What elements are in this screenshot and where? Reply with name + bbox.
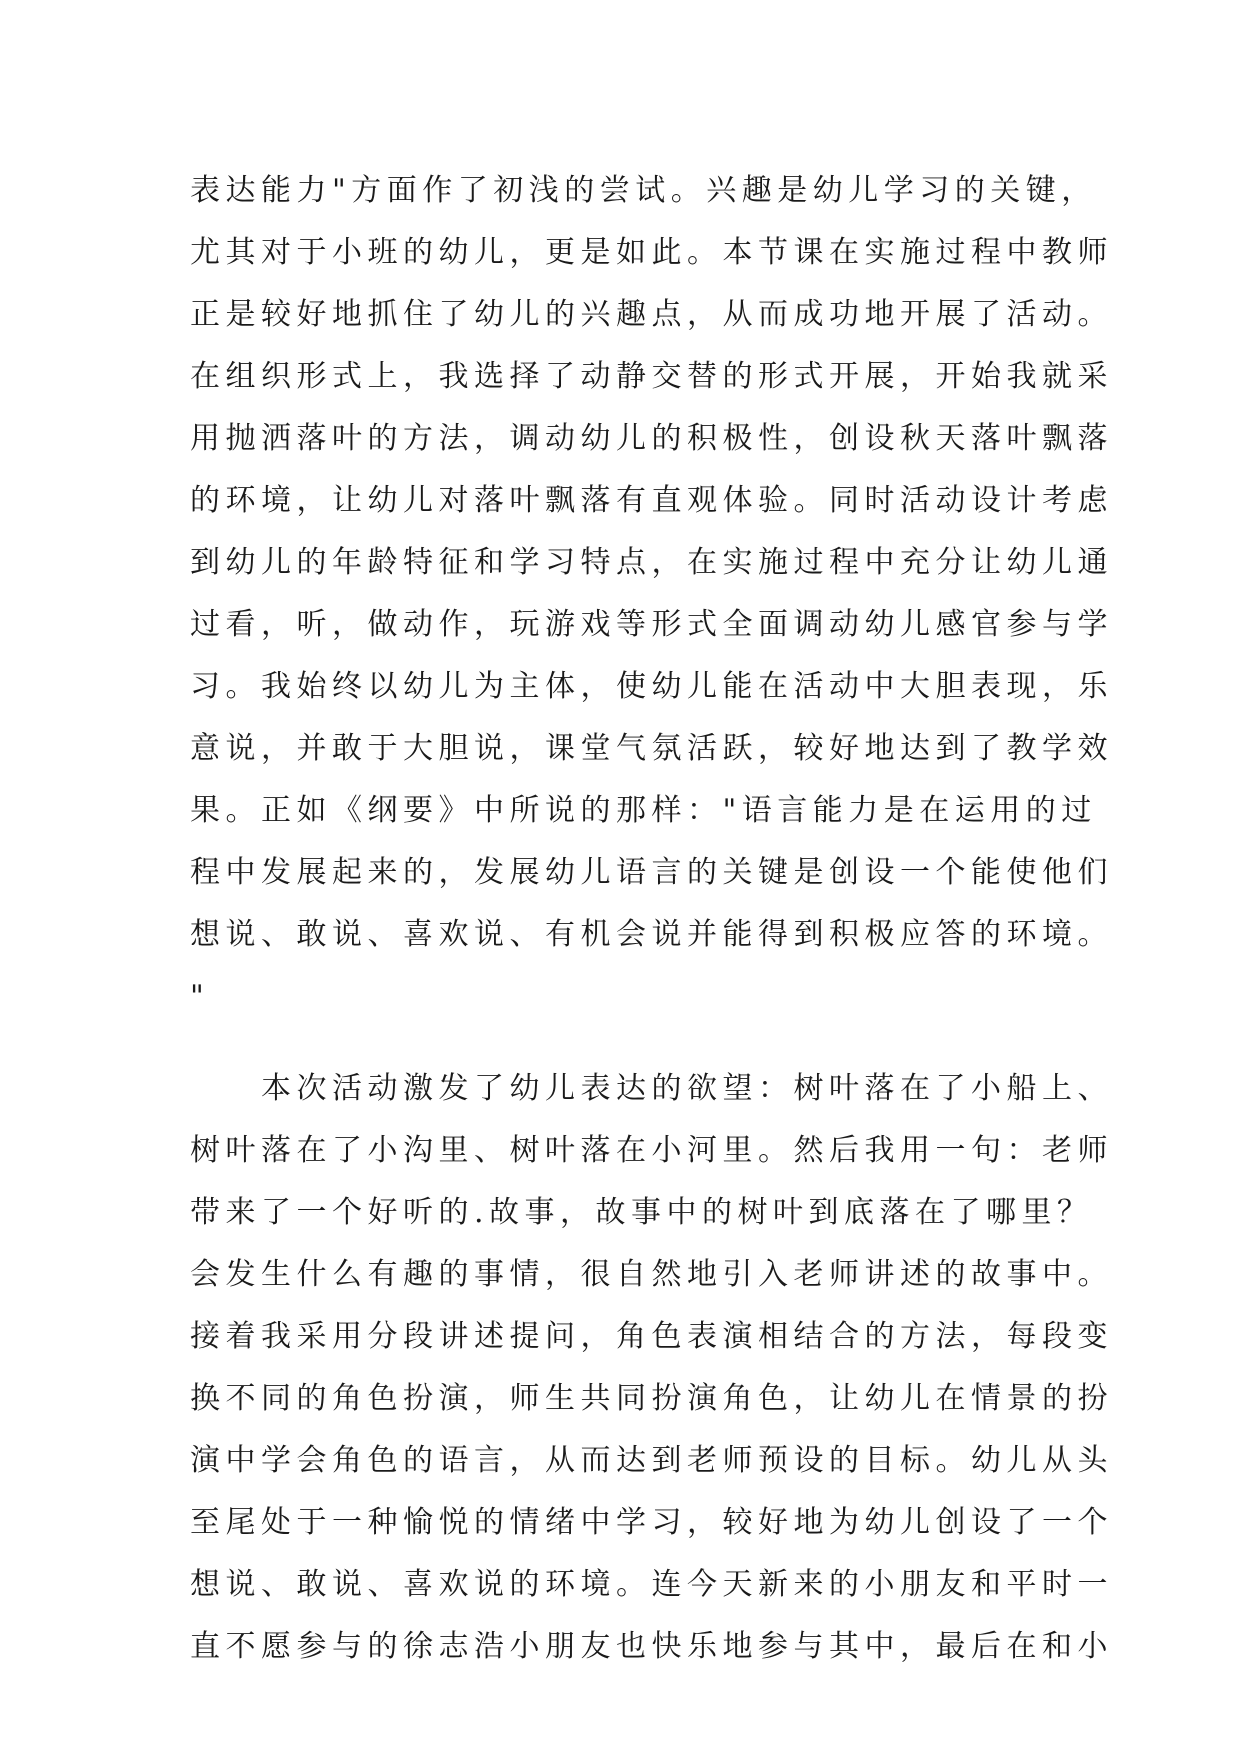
text-line: "	[190, 979, 210, 1014]
text-line: 演中学会角色的语言，从而达到老师预设的目标。幼儿从头	[190, 1443, 1113, 1478]
text-line: 正是较好地抓住了幼儿的兴趣点，从而成功地开展了活动。	[190, 297, 1113, 332]
text-line: 本次活动激发了幼儿表达的欲望：树叶落在了小船上、	[190, 1071, 1113, 1106]
paragraph-2	[190, 1058, 1113, 1678]
text-line: 的环境，让幼儿对落叶飘落有直观体验。同时活动设计考虑	[190, 483, 1113, 518]
text-line: 带来了一个好听的.故事，故事中的树叶到底落在了哪里？	[190, 1195, 1093, 1230]
text-line: 习。我始终以幼儿为主体，使幼儿能在活动中大胆表现，乐	[190, 669, 1113, 704]
text-line: 直不愿参与的徐志浩小朋友也快乐地参与其中，最后在和小	[190, 1629, 1113, 1664]
text-line: 至尾处于一种愉悦的情绪中学习，较好地为幼儿创设了一个	[190, 1505, 1113, 1540]
document-body	[190, 160, 1113, 1678]
text-line: 会发生什么有趣的事情，很自然地引入老师讲述的故事中。	[190, 1257, 1113, 1292]
text-line: 尤其对于小班的幼儿，更是如此。本节课在实施过程中教师	[190, 235, 1113, 270]
text-line: 果。正如《纲要》中所说的那样："语言能力是在运用的过	[190, 793, 1097, 828]
text-line: 接着我采用分段讲述提问，角色表演相结合的方法，每段变	[190, 1319, 1113, 1354]
text-line: 想说、敢说、喜欢说的环境。连今天新来的小朋友和平时一	[190, 1567, 1113, 1602]
text-line: 想说、敢说、喜欢说、有机会说并能得到积极应答的环境。	[190, 917, 1113, 952]
paragraph-1	[190, 160, 1113, 1028]
text-line: 用抛洒落叶的方法，调动幼儿的积极性，创设秋天落叶飘落	[190, 421, 1113, 456]
text-line: 换不同的角色扮演，师生共同扮演角色，让幼儿在情景的扮	[190, 1381, 1113, 1416]
paragraph-gap	[190, 1028, 1075, 1058]
text-line: 意说，并敢于大胆说，课堂气氛活跃，较好地达到了教学效	[190, 731, 1113, 766]
text-line: 到幼儿的年龄特征和学习特点，在实施过程中充分让幼儿通	[190, 545, 1113, 580]
text-line: 树叶落在了小沟里、树叶落在小河里。然后我用一句：老师	[190, 1133, 1113, 1168]
text-line: 在组织形式上，我选择了动静交替的形式开展，开始我就采	[190, 359, 1113, 394]
text-line: 程中发展起来的，发展幼儿语言的关键是创设一个能使他们	[190, 855, 1113, 890]
text-line: 过看，听，做动作，玩游戏等形式全面调动幼儿感官参与学	[190, 607, 1113, 642]
text-line: 表达能力"方面作了初浅的尝试。兴趣是幼儿学习的关键，	[190, 173, 1097, 208]
